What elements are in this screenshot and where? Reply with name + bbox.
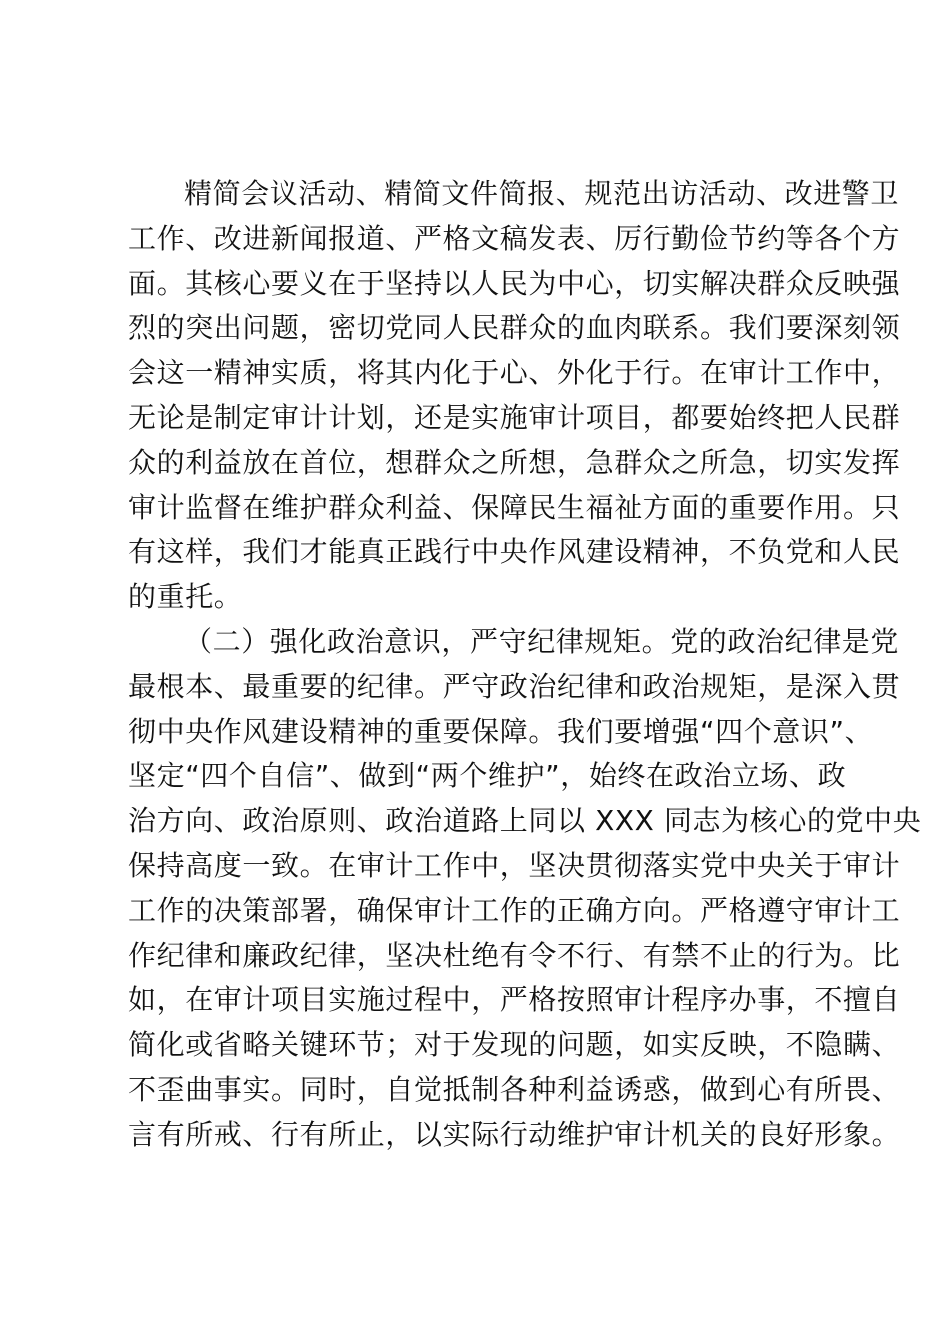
paragraph-2-line-5: 治方向、政治原则、政治道路上同以 XXX 同志为核心的党中央	[128, 804, 922, 838]
paragraph-1-line-1: 精简会议活动、精简文件简报、规范出访活动、改进警卫	[184, 177, 900, 210]
paragraph-1-line-9: 有这样，我们才能真正践行中央作风建设精神，不负党和人民	[128, 535, 901, 569]
paragraph-2-line-8: 作纪律和廉政纪律，坚决杜绝有令不行、有禁不止的行为。比	[128, 938, 901, 972]
paragraph-1-line-3: 面。其核心要义在于坚持以人民为中心，切实解决群众反映强	[128, 266, 901, 300]
paragraph-2-line-10: 简化或省略关键环节；对于发现的问题，如实反映，不隐瞒、	[128, 1028, 901, 1062]
paragraph-2-line-1: （二）强化政治意识，严守纪律规矩。党的政治纪律是党	[184, 624, 900, 658]
paragraph-1-line-10: 的重托。	[128, 580, 243, 614]
paragraph-2-line-3: 彻中央作风建设精神的重要保障。我们要增强“四个意识”、	[128, 714, 874, 748]
paragraph-2-line-11: 不歪曲事实。同时，自觉抵制各种利益诱惑，做到心有所畏、	[128, 1072, 901, 1106]
paragraph-1-line-2: 工作、改进新闻报道、严格文稿发表、厉行勤俭节约等各个方	[128, 221, 901, 255]
paragraph-1-line-5: 会这一精神实质，将其内化于心、外化于行。在审计工作中，	[128, 356, 901, 390]
document-body	[128, 172, 922, 1158]
paragraph-2-line-2: 最根本、最重要的纪律。严守政治纪律和政治规矩，是深入贯	[128, 669, 901, 703]
paragraph-1-line-8: 审计监督在维护群众利益、保障民生福祉方面的重要作用。只	[128, 490, 901, 524]
paragraph-1-line-6: 无论是制定审计计划，还是实施审计项目，都要始终把人民群	[128, 400, 901, 434]
paragraph-2-line-4: 坚定“四个自信”、做到“两个维护”，始终在政治立场、政	[128, 759, 847, 793]
paragraph-2-line-7: 工作的决策部署，确保审计工作的正确方向。严格遵守审计工	[128, 893, 901, 927]
paragraph-1-line-7: 众的利益放在首位，想群众之所想，急群众之所急，切实发挥	[128, 445, 901, 479]
paragraph-2-line-9: 如，在审计项目实施过程中，严格按照审计程序办事，不擅自	[128, 983, 901, 1017]
paragraph-2-line-6: 保持高度一致。在审计工作中，坚决贯彻落实党中央关于审计	[128, 848, 901, 882]
paragraph-1-line-4: 烈的突出问题，密切党同人民群众的血肉联系。我们要深刻领	[128, 311, 901, 345]
paragraph-2-line-12: 言有所戒、行有所止，以实际行动维护审计机关的良好形象。	[128, 1117, 901, 1151]
